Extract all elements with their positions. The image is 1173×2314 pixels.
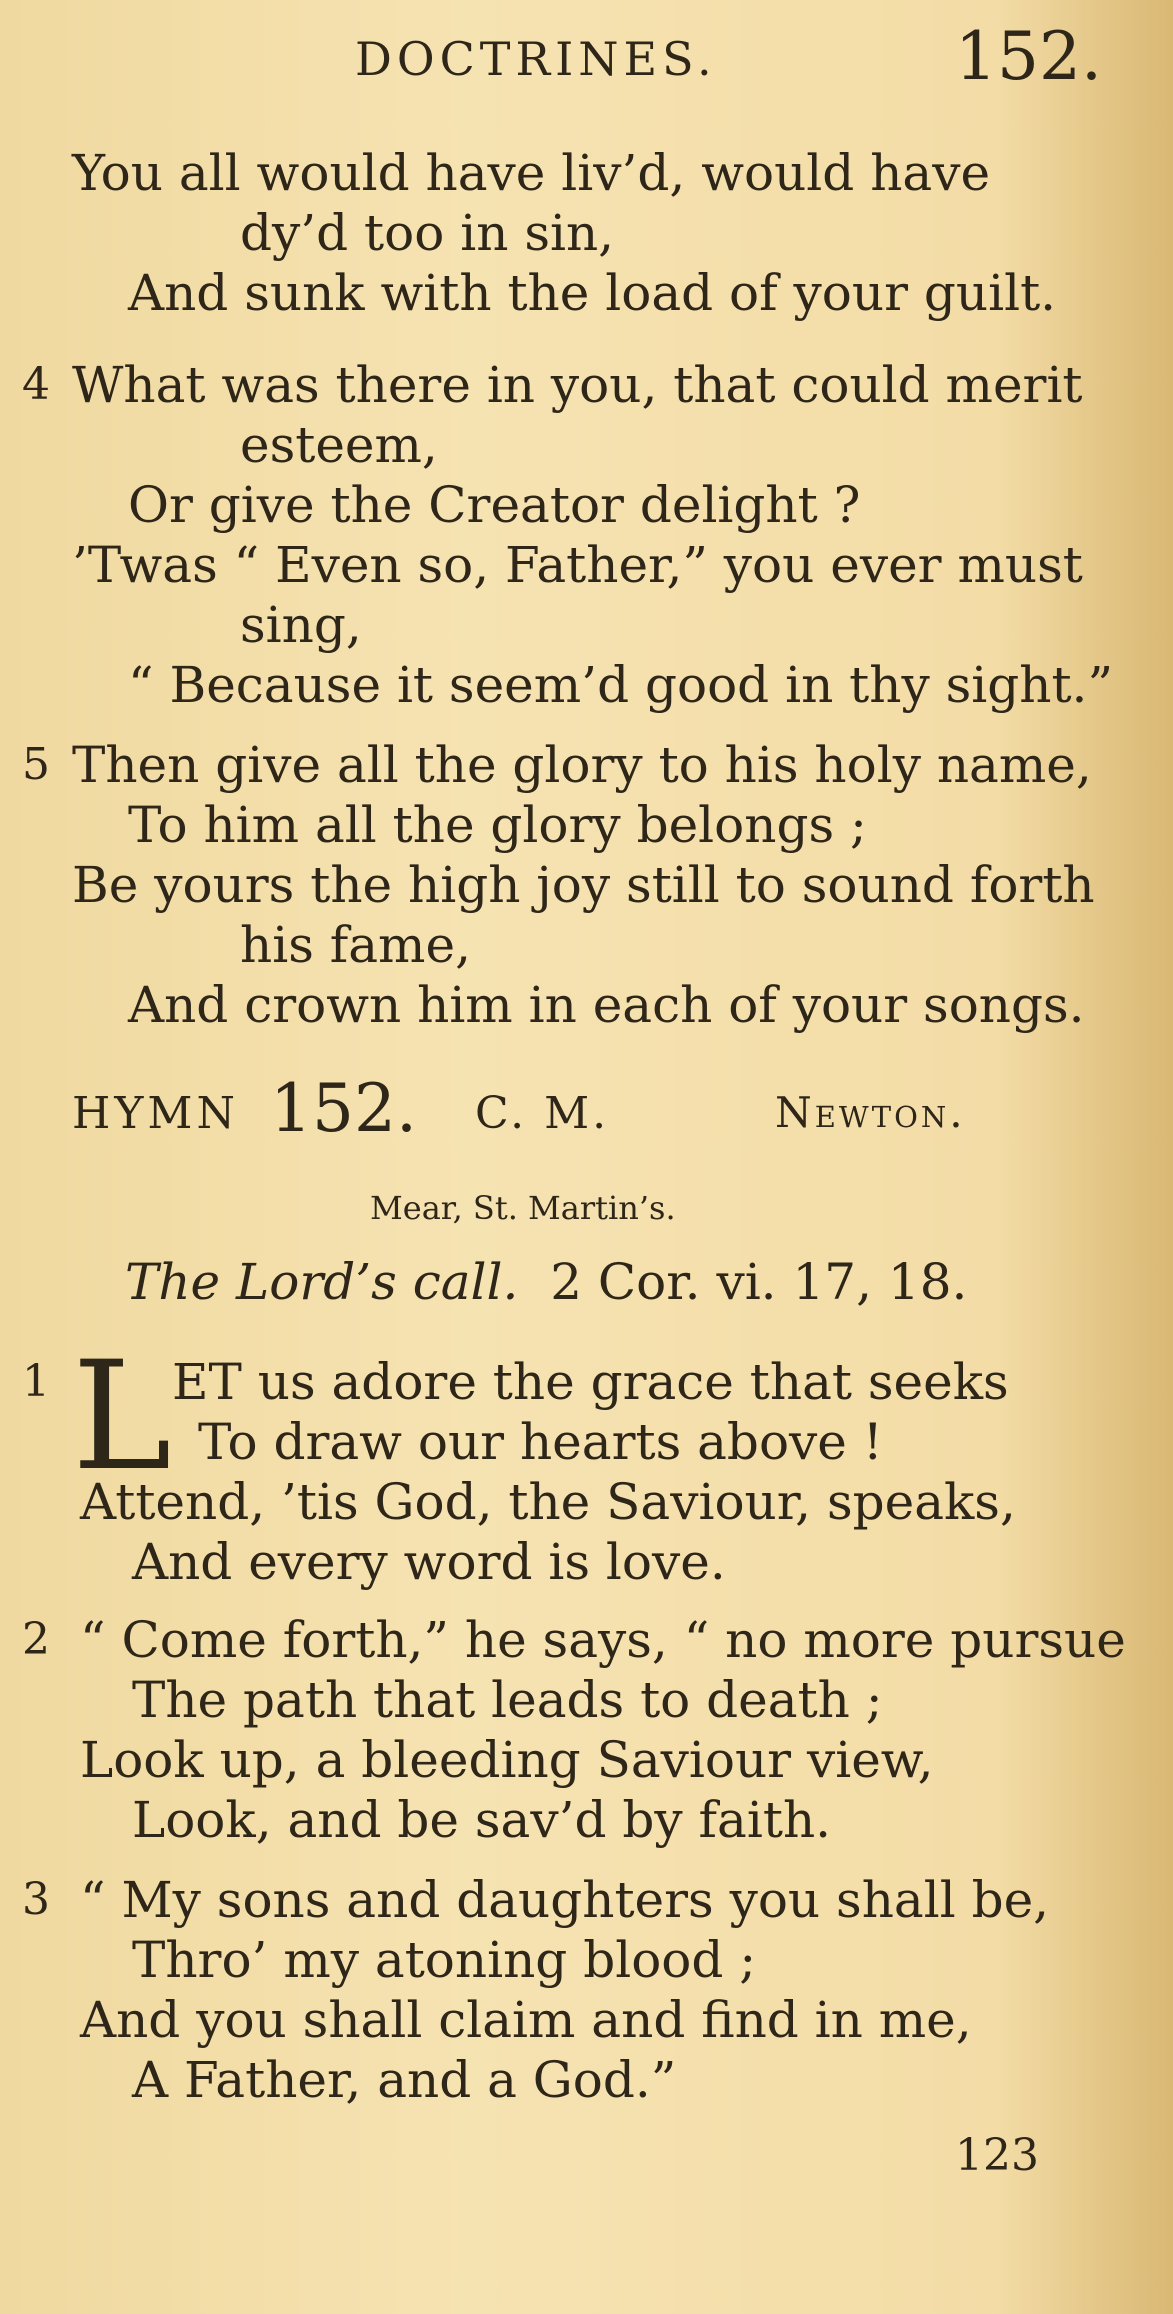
stanza-line: “ My sons and daughters you shall be, — [80, 1871, 1050, 1929]
tune-names: Mear, St. Martin’s. — [370, 1189, 676, 1227]
verse-line: Then give all the glory to his holy name, — [72, 736, 1092, 794]
verse-line: And sunk with the load of your guilt. — [128, 264, 1057, 322]
stanza-line: “ Come forth,” he says, “ no more pursue — [80, 1611, 1126, 1669]
verse-line: his fame, — [240, 916, 471, 974]
running-title: DOCTRINES. — [355, 32, 717, 86]
hymn-title: The Lord’s call. — [125, 1253, 519, 1311]
verse-line: What was there in you, that could merit — [72, 356, 1083, 414]
verse-line: “ Because it seem’d good in thy sight.” — [128, 656, 1114, 714]
hymn-subject — [125, 1252, 967, 1312]
signature-mark: 123 — [955, 2130, 1039, 2181]
stanza-number: 3 — [22, 1874, 50, 1925]
stanza-line: ET us adore the grace that seeks — [172, 1353, 1009, 1411]
hymn-meter: C. M. — [475, 1088, 610, 1139]
verse-line: sing, — [240, 596, 362, 654]
scripture-reference: 2 Cor. vi. 17, 18. — [550, 1253, 968, 1311]
drop-cap: L — [72, 1330, 172, 1504]
verse-line: To him all the glory belongs ; — [128, 796, 867, 854]
verse-line: And crown him in each of your songs. — [128, 976, 1085, 1034]
stanza-number: 2 — [22, 1614, 50, 1665]
verse-line: You all would have liv’d, would have — [72, 144, 991, 202]
verse-line: Or give the Creator delight ? — [128, 476, 861, 534]
page-number: 152. — [955, 18, 1102, 95]
stanza-line: Look, and be sav’d by faith. — [132, 1791, 832, 1849]
stanza-line: And you shall claim and find in me, — [80, 1991, 972, 2049]
verse-line: Be yours the high joy still to sound forth — [72, 856, 1095, 914]
stanza-line: A Father, and a God.” — [132, 2051, 677, 2109]
verse-number: 5 — [22, 739, 50, 790]
hymn-heading — [0, 1070, 1173, 1150]
hymn-label: HYMN — [72, 1088, 239, 1139]
stanza-line: And every word is love. — [132, 1533, 726, 1591]
stanza-line: The path that leads to death ; — [132, 1671, 883, 1729]
verse-line: ’Twas “ Even so, Father,” you ever must — [72, 536, 1083, 594]
verse-line: dy’d too in sin, — [240, 204, 615, 262]
verse-number: 4 — [22, 359, 50, 410]
stanza-line: To draw our hearts above ! — [198, 1413, 883, 1471]
hymn-author: Newton. — [775, 1088, 966, 1137]
hymn-number: 152. — [270, 1070, 417, 1147]
stanza-line: Attend, ’tis God, the Saviour, speaks, — [80, 1473, 1016, 1531]
stanza-line: Look up, a bleeding Saviour view, — [80, 1731, 934, 1789]
stanza-line: Thro’ my atoning blood ; — [132, 1931, 757, 1989]
verse-line: esteem, — [240, 416, 438, 474]
page-header — [0, 18, 1173, 95]
stanza-number: 1 — [22, 1356, 50, 1407]
